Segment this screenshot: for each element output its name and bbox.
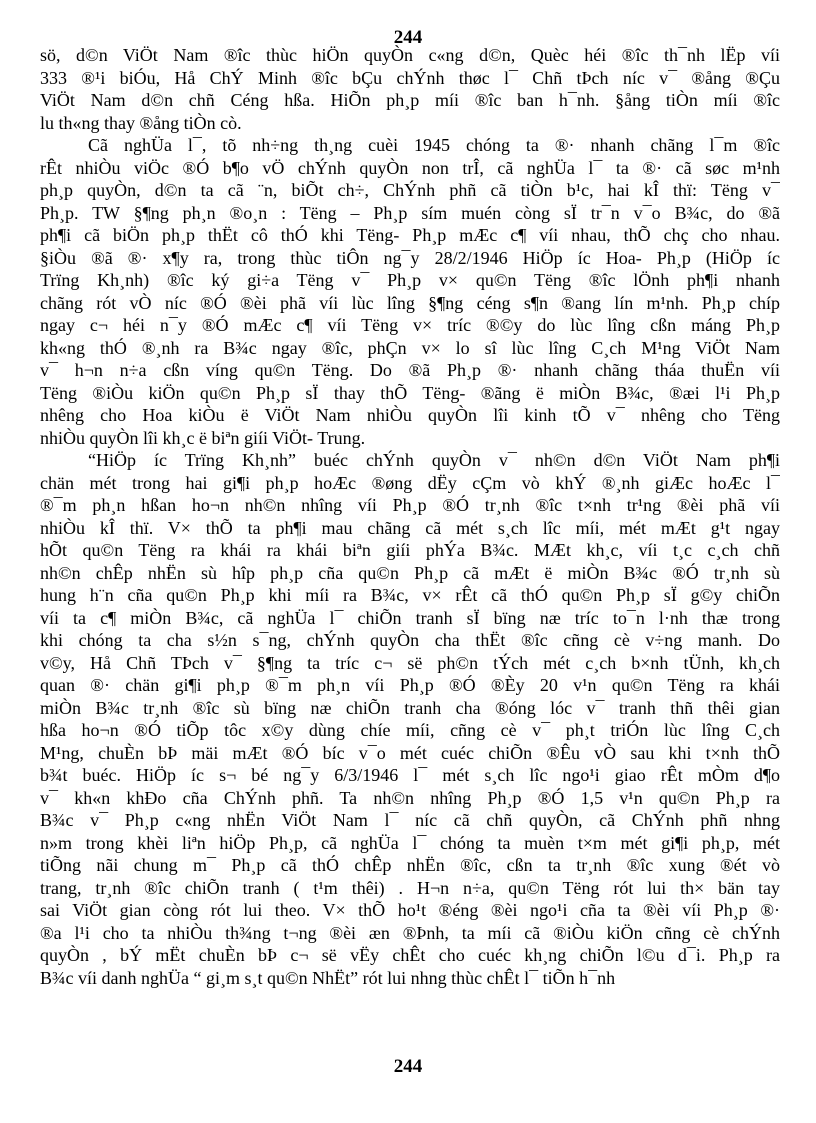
text-line: M¹ng, chuÈn bÞ mäi mÆt ®Ó bíc v¯o mét cuéc chiÕn ®Êu vÒ sau khi t×nh thÕ: [40, 742, 780, 763]
text-line: ph¶i cã biÖn ph¸p thËt cô thÓ khi Tëng- Ph¸p mÆc c¶ víi nhau, thÕ chç cho nhau.: [40, 225, 780, 245]
text-line: nh©n chÊp nhËn sù hîp ph¸p cña qu©n Ph¸p cã mÆt ë miÒn B¾c ®Ó tr¸nh sù: [40, 562, 780, 583]
text-line: v©y, Hå Chñ TÞch v¯ §¶ng ta tríc c¬ së ph©n tÝch mét c¸ch b×nh tÜnh, kh¸ch: [40, 652, 780, 673]
text-line: Trïng Kh¸nh) ®îc ký gi÷a Tëng v¯ Ph¸p v× qu©n Tëng ®îc lÖnh ph¶i nhanh: [40, 270, 780, 290]
text-line: hÕt qu©n Tëng ra khái ra khái biªn giíi phÝa B¾c. MÆt kh¸c, víi t¸c c¸ch chñ: [40, 540, 780, 560]
paragraph: [40, 44, 780, 134]
text-line: “HiÖp íc Trïng Kh¸nh” buéc chÝnh quyÒn v¯ nh©n d©n ViÖt Nam ph¶i: [88, 450, 780, 470]
text-line: tiÕng nãi chung m¯ Ph¸p cã thÓ chÊp nhËn ®îc, cßn ta tr¸nh ®îc xung ®ét vò: [40, 855, 780, 875]
page-number-bottom: 244: [393, 1056, 423, 1077]
text-line: ph¸p quyÒn, d©n ta cã ¨n, biÕt ch÷, ChÝnh phñ cã tiÒn b¹c, hai kÎ thï: Tëng v¯: [40, 180, 780, 200]
text-line: nhêng cho Hoa kiÒu ë ViÖt Nam nhiÒu quyÒn lîi kinh tÕ v¯ nhêng cho Tëng: [40, 405, 780, 425]
paragraph: [40, 134, 780, 449]
text-line: hßa ho¬n ®Ó tiÕp tôc x©y dùng chíe míi, cñng cè v¯ ph¸t triÓn lùc lîng C¸ch: [40, 720, 780, 740]
text-line: miÒn B¾c tr¸nh ®îc sù bïng næ chiÕn tranh cha ®óng lóc v¯ tranh thñ thêi gian: [40, 697, 780, 718]
body-text: [40, 44, 780, 989]
text-line: nhiÒu kÎ thï. V× thÕ ta ph¶i mau chãng cã mét s¸ch lîc míi, mét mÆt g¹t ngay: [40, 517, 780, 538]
text-line: ngay c¬ héi n¯y ®Ó mÆc c¶ víi Tëng v× tríc ®©y do lùc lîng cßn máng Ph¸p: [40, 315, 780, 335]
text-line: b¾t buéc. HiÖp íc s¬ bé ng¯y 6/3/1946 l¯ mét s¸ch lîc ngo¹i giao rÊt mÒm d¶o: [40, 765, 780, 785]
text-line: ViÖt Nam d©n chñ Céng hßa. HiÕn ph¸p míi ®îc ban h¯nh. §ång tiÒn míi ®îc: [40, 90, 780, 110]
text-line: v¯ h¬n n÷a cßn víng qu©n Tëng. Do ®ã Ph¸p ®· nhanh chãng tháa thuËn víi: [40, 360, 780, 380]
text-line: chãng rót vÒ níc ®Ó ®èi phã víi lùc lîng §¶ng céng s¶n ®ang lín m¹nh. Ph¸p chíp: [40, 292, 780, 313]
page-number-top: 244: [393, 27, 423, 48]
text-line: 333 ®¹i biÓu, Hå ChÝ Minh ®îc bÇu chÝnh thøc l¯ Chñ tÞch níc v¯ ®ång ®Çu: [40, 67, 780, 88]
text-line: Cã nghÜa l¯, tõ nh÷ng th¸ng cuèi 1945 chóng ta ®· nhanh chãng l¯m ®îc: [88, 135, 780, 155]
text-line: víi ta c¶ miÒn B¾c, cã nghÜa l¯ chiÕn tranh sÏ bïng næ tríc to¯n l·nh thæ trong: [40, 607, 780, 628]
text-line: sö, d©n ViÖt Nam ®îc thùc hiÖn quyÒn c«ng d©n, Quèc héi ®îc th¯nh lËp víi: [40, 45, 780, 65]
text-line: ®¯m ph¸n hßan ho¬n nh©n nhîng víi Ph¸p ®Ó tr¸nh ®îc t×nh tr¹ng ®èi phã víi: [40, 495, 780, 515]
text-line: Tëng ®iÒu kiÖn qu©n Ph¸p sÏ thay thÕ Tëng- ®ãng ë miÒn B¾c, ®æi l¹i Ph¸p: [40, 382, 780, 403]
text-line: quyÒn , bÝ mËt chuÈn bÞ c¬ së vËy chÊt cho cuéc kh¸ng chiÕn l©u d¯i. Ph¸p ra: [40, 945, 780, 965]
text-line: n»m trong khèi liªn hiÖp Ph¸p, cã nghÜa l¯ chóng ta muèn t×m mét gi¶i ph¸p, mét: [40, 832, 780, 853]
text-line: B¾c v¯ Ph¸p c«ng nhËn ViÖt Nam l¯ níc cã chñ quyÒn, cã ChÝnh phñ nhng: [40, 810, 780, 830]
text-line: nhiÒu quyÒn lîi kh¸c ë biªn giíi ViÖt- Trung.: [40, 427, 366, 448]
text-line: kh«ng thÓ ®¸nh ra B¾c ngay ®îc, phÇn v× lo sî lùc lîng C¸ch M¹ng ViÖt Nam: [40, 337, 780, 358]
text-line: hung h¨n cña qu©n Ph¸p khi míi ra B¾c, v× rÊt cã thÓ qu©n Ph¸p sÏ g©y chiÕn: [40, 585, 780, 605]
text-line: §iÒu ®ã ®· x¶y ra, trong thùc tiÔn ng¯y 28/2/1946 HiÖp íc Hoa- Ph¸p (HiÖp íc: [40, 247, 780, 268]
text-line: trang, tr¸nh ®îc chiÕn tranh ( t¹m thêi) . H¬n n÷a, qu©n Tëng rót lui th× bän tay: [40, 877, 780, 898]
text-line: khi chóng ta cha s½n s¯ng, chÝnh quyÒn cha thËt ®îc cñng cè v÷ng manh. Do: [40, 630, 780, 650]
text-line: sai ViÖt gian còng rót lui theo. V× thÕ ho¹t ®éng ®èi ngo¹i cña ta ®èi víi Ph¸p ®·: [40, 900, 780, 920]
text-line: rÊt nhiÒu viÖc ®Ó b¶o vÖ chÝnh quyÒn non trÎ, cã nghÜa l¯ ta ®· cã søc m¹nh: [40, 157, 780, 178]
text-line: quan ®· chän gi¶i ph¸p ®¯m ph¸n víi Ph¸p ®Ó ®Èy 20 v¹n qu©n Tëng ra khái: [40, 675, 780, 695]
text-line: Ph¸p. TW §¶ng ph¸n ®o¸n : Tëng – Ph¸p sím muén còng sÏ tr¯n v¯o B¾c, do ®ã: [40, 202, 780, 223]
paragraph: [40, 449, 780, 989]
text-line: v¯ kh«n khÐo cña ChÝnh phñ. Ta nh©n nhîng Ph¸p ®Ó 1,5 v¹n qu©n Ph¸p ra: [40, 787, 780, 808]
text-line: B¾c víi danh nghÜa “ gi¸m s¸t qu©n NhËt” rót lui nhng thùc chÊt l¯ tiÕn h¯nh: [40, 967, 616, 988]
text-line: chän mét trong hai gi¶i ph¸p hoÆc ®øng dËy cÇm vò khÝ ®¸nh giÆc hoÆc l¯: [40, 472, 780, 493]
text-line: ®a l¹i cho ta nhiÒu th¾ng t¬ng ®èi æn ®Þnh, ta míi cã ®iÒu kiÖn cñng cè chÝnh: [40, 922, 780, 943]
text-line: lu th«ng thay ®ång tiÒn cò.: [40, 112, 242, 133]
